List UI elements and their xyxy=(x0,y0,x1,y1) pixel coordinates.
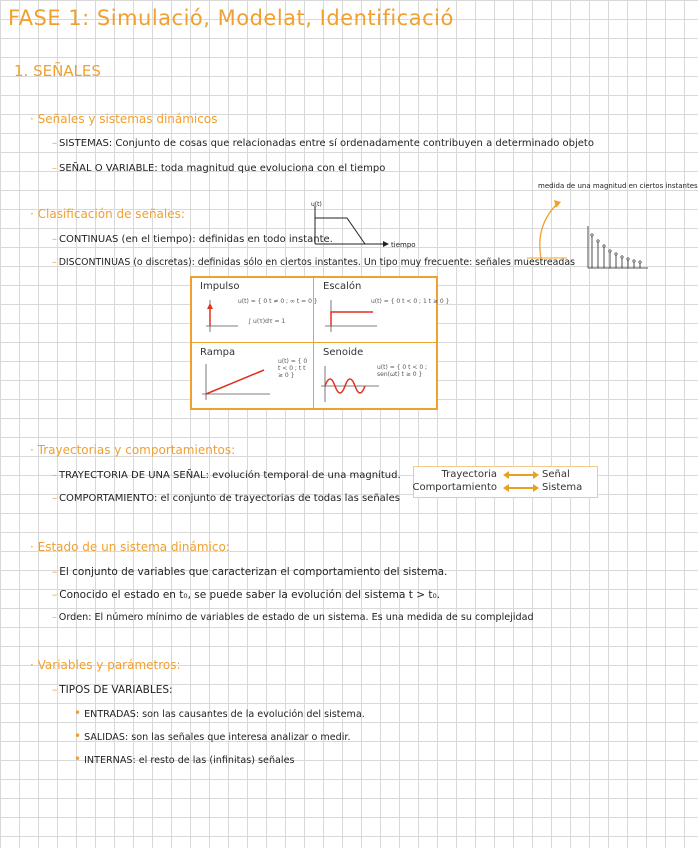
item-state-1: – El conjunto de variables que caracterizan el comportamiento del sistema. xyxy=(52,566,448,578)
item-trayectoria: – TRAYECTORIA DE UNA SEÑAL: evolución temporal de una magnitud. xyxy=(52,470,401,481)
var-entradas: • ENTRADAS: son las causantes de la evolución del sistema. xyxy=(74,706,365,720)
item-state-2: – Conocido el estado en t₀, se puede saber la evolución del sistema t > t₀. xyxy=(52,589,441,601)
item-text: COMPORTAMIENTO: el conjunto de trayectorias de todas las señales xyxy=(59,493,400,504)
item-tipos: – TIPOS DE VARIABLES: xyxy=(52,684,173,696)
heading-signals-systems: · Señales y sistemas dinámicos xyxy=(30,112,218,126)
item-senal: – SEÑAL O VARIABLE: toda magnitud que evoluciona con el tiempo xyxy=(52,163,386,174)
heading-state: · Estado de un sistema dinámico: xyxy=(30,540,230,554)
axis-y-label: u(t) xyxy=(311,201,322,208)
signal-escalon xyxy=(315,278,450,342)
signal-senoide xyxy=(315,344,436,408)
item-text: Orden: El número mínimo de variables de estado de un sistema. Es una medida de su complejidad xyxy=(58,612,534,623)
relation-left: Trayectoria xyxy=(441,469,497,480)
item-sistemas: – SISTEMAS: Conjunto de cosas que relacionadas entre sí ordenadamente contribuyen a determinado objeto xyxy=(52,138,594,149)
signal-formula: u(t) = { 0 t < 0 ; sen(ωt) t ≥ 0 } xyxy=(377,364,428,378)
signal-name: Rampa xyxy=(200,347,236,358)
item-state-3: – Orden: El número mínimo de variables de estado de un sistema. Es una medida de su complejidad xyxy=(52,612,534,623)
sampled-signal-sketch xyxy=(582,222,654,274)
signal-name: Escalón xyxy=(323,281,362,292)
rampa-plot xyxy=(200,360,275,404)
heading-classification: · Clasificación de señales: xyxy=(30,207,185,221)
item-text: ENTRADAS: son las causantes de la evolución del sistema. xyxy=(84,709,365,720)
signal-formula-2: ∫ u(τ)dτ = 1 xyxy=(248,318,286,325)
heading-text: Trayectorias y comportamientos: xyxy=(37,443,236,457)
signal-rampa xyxy=(192,344,313,408)
item-text: DISCONTINUAS (o discretas): definidas sólo en ciertos instantes. Un tipo muy frecuente: señales muestreadas xyxy=(58,257,576,268)
relation-box xyxy=(413,466,598,498)
relation-right: Señal xyxy=(542,469,570,480)
item-text: CONTINUAS (en el tiempo): definidas en todo instante. xyxy=(59,234,333,245)
item-text: Conocido el estado en t₀, se puede saber la evolución del sistema t > t₀. xyxy=(59,589,441,601)
double-arrow-icon xyxy=(503,469,539,481)
signal-impulso xyxy=(192,278,318,342)
item-discontinuas: – DISCONTINUAS (o discretas): definidas sólo en ciertos instantes. Un tipo muy frecuente: señales muestreadas xyxy=(52,257,576,268)
var-salidas: • SALIDAS: son las señales que interesa analizar o medir. xyxy=(74,729,351,743)
item-text: El conjunto de variables que caracterizan el comportamiento del sistema. xyxy=(59,566,448,578)
escalon-plot xyxy=(321,296,381,336)
relation-right: Sistema xyxy=(542,482,583,493)
axis-t-label: tiempo xyxy=(391,241,416,249)
item-text: SISTEMAS: Conjunto de cosas que relacionadas entre sí ordenadamente contribuyen a determinado objeto xyxy=(59,138,594,149)
heading-text: Señales y sistemas dinámicos xyxy=(37,112,218,126)
note-arrow xyxy=(527,196,567,260)
item-text: TIPOS DE VARIABLES: xyxy=(59,684,173,696)
continuous-signal-sketch xyxy=(305,200,415,252)
signal-types-figure xyxy=(190,276,450,410)
impulso-plot xyxy=(202,296,242,336)
sampled-note: medida de una magnitud en ciertos instantes xyxy=(538,182,698,190)
signal-name: Senoide xyxy=(323,347,364,358)
heading-text: Clasificación de señales: xyxy=(37,207,185,221)
heading-text: Estado de un sistema dinámico: xyxy=(37,540,230,554)
page-title: FASE 1: Simulació, Modelat, Identificació xyxy=(8,6,454,30)
senoide-plot xyxy=(319,362,383,406)
item-text: TRAYECTORIA DE UNA SEÑAL: evolución temporal de una magnitud. xyxy=(59,470,401,481)
heading-trajectories: · Trayectorias y comportamientos: xyxy=(30,443,236,457)
signal-formula: u(t) = { 0 t ≠ 0 ; ∞ t = 0 } xyxy=(238,298,318,305)
relation-left: Comportamiento xyxy=(412,482,497,493)
item-text: SALIDAS: son las señales que interesa analizar o medir. xyxy=(84,732,351,743)
relation-row xyxy=(414,482,597,496)
heading-variables: · Variables y parámetros: xyxy=(30,658,181,672)
section-title: 1. SEÑALES xyxy=(14,62,101,80)
item-comportamiento: – COMPORTAMIENTO: el conjunto de trayectorias de todas las señales xyxy=(52,493,400,504)
double-arrow-icon xyxy=(503,482,539,494)
item-text: SEÑAL O VARIABLE: toda magnitud que evoluciona con el tiempo xyxy=(59,163,386,174)
heading-text: Variables y parámetros: xyxy=(37,658,181,672)
signal-formula: u(t) = { 0 t < 0 ; t t ≥ 0 } xyxy=(278,358,308,379)
relation-row xyxy=(414,469,597,483)
signal-name: Impulso xyxy=(200,281,240,292)
signal-formula: u(t) = { 0 t < 0 ; 1 t ≥ 0 } xyxy=(371,298,450,305)
item-text: INTERNAS: el resto de las (infinitas) señales xyxy=(84,755,295,766)
var-internas: • INTERNAS: el resto de las (infinitas) señales xyxy=(74,752,295,766)
item-continuas: – CONTINUAS (en el tiempo): definidas en todo instante. xyxy=(52,234,333,245)
